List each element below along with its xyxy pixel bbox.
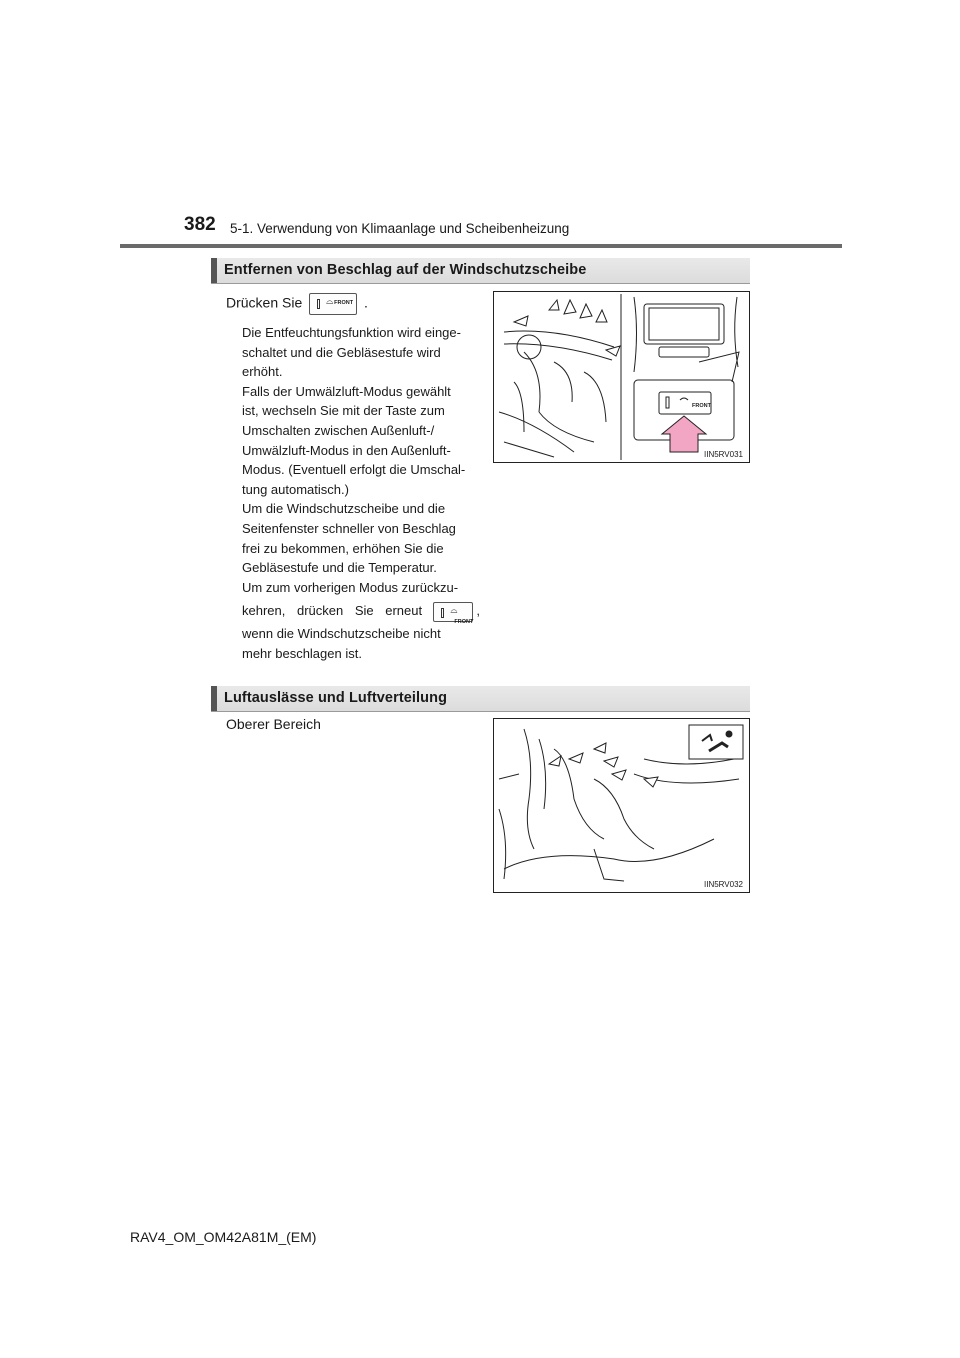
figure-code: IIN5RV031 [704, 450, 743, 459]
front-label: FRONT [454, 618, 474, 625]
front-label: FRONT [334, 300, 354, 306]
text-line: Seitenfenster schneller von Beschlag [242, 520, 456, 536]
instruction-upper-area: Oberer Bereich [226, 716, 321, 732]
front-defroster-button-icon [433, 602, 474, 625]
text-line: erhöht. [242, 364, 283, 380]
svg-text:FRONT: FRONT [692, 403, 711, 409]
text-line: Um zum vorherigen Modus zurückzu- [242, 579, 459, 595]
defroster-icon: ⌓ [450, 604, 458, 615]
text-line: Modus. (Eventuell erfolgt die Umschal- [242, 462, 466, 478]
section-heading-defog [211, 258, 750, 284]
text-line: kehren, drücken Sie erneut [242, 603, 423, 619]
text-line: frei zu bekommen, erhöhen Sie die [242, 540, 444, 556]
indicator-led-icon [441, 608, 444, 618]
dashboard-illustration-icon [494, 292, 749, 462]
cabin-illustration-icon [494, 719, 749, 892]
header-rule [120, 244, 842, 248]
defroster-icon: ⌓ [326, 296, 334, 306]
front-defroster-button-icon [309, 293, 357, 315]
text-line: Falls der Umwälzluft-Modus gewählt [242, 383, 451, 399]
comma: , [476, 603, 480, 619]
section-heading-label: Entfernen von Beschlag auf der Windschutzscheibe [224, 262, 587, 278]
chapter-title: 5-1. Verwendung von Klimaanlage und Scheibenheizung [230, 221, 570, 236]
figure-air-outlets [493, 718, 750, 893]
text-line: Umwälzluft-Modus in den Außenluft- [242, 442, 451, 458]
figure-dashboard-defroster [493, 291, 750, 463]
text-line: Umschalten zwischen Außenluft-/ [242, 422, 435, 438]
instruction-text: Drücken Sie [226, 294, 303, 311]
text-line: ist, wechseln Sie mit der Taste zum [242, 403, 445, 419]
text-line: wenn die Windschutzscheibe nicht [242, 626, 441, 642]
defog-description [242, 323, 480, 664]
text-line: Um die Windschutzscheibe und die [242, 501, 446, 517]
text-line: mehr beschlagen ist. [242, 645, 362, 661]
instruction-press [226, 293, 368, 315]
figure-code: IIN5RV032 [704, 880, 743, 889]
section-heading-label: Luftauslässe und Luftverteilung [224, 690, 448, 706]
instruction-period: . [364, 294, 368, 311]
section-heading-airflow [211, 686, 750, 712]
heading-bar [211, 258, 217, 283]
text-line: Die Entfeuchtungsfunktion wird einge- [242, 325, 461, 340]
text-line-with-button [242, 597, 480, 624]
text-line: schaltet und die Gebläsestufe wird [242, 344, 441, 360]
heading-bar [211, 686, 217, 711]
footer-model-code: RAV4_OM_OM42A81M_(EM) [130, 1229, 317, 1245]
page-number: 382 [184, 214, 216, 235]
text-line: tung automatisch.) [242, 481, 349, 497]
indicator-led-icon [317, 299, 320, 309]
text-line: Gebläsestufe und die Temperatur. [242, 560, 437, 576]
